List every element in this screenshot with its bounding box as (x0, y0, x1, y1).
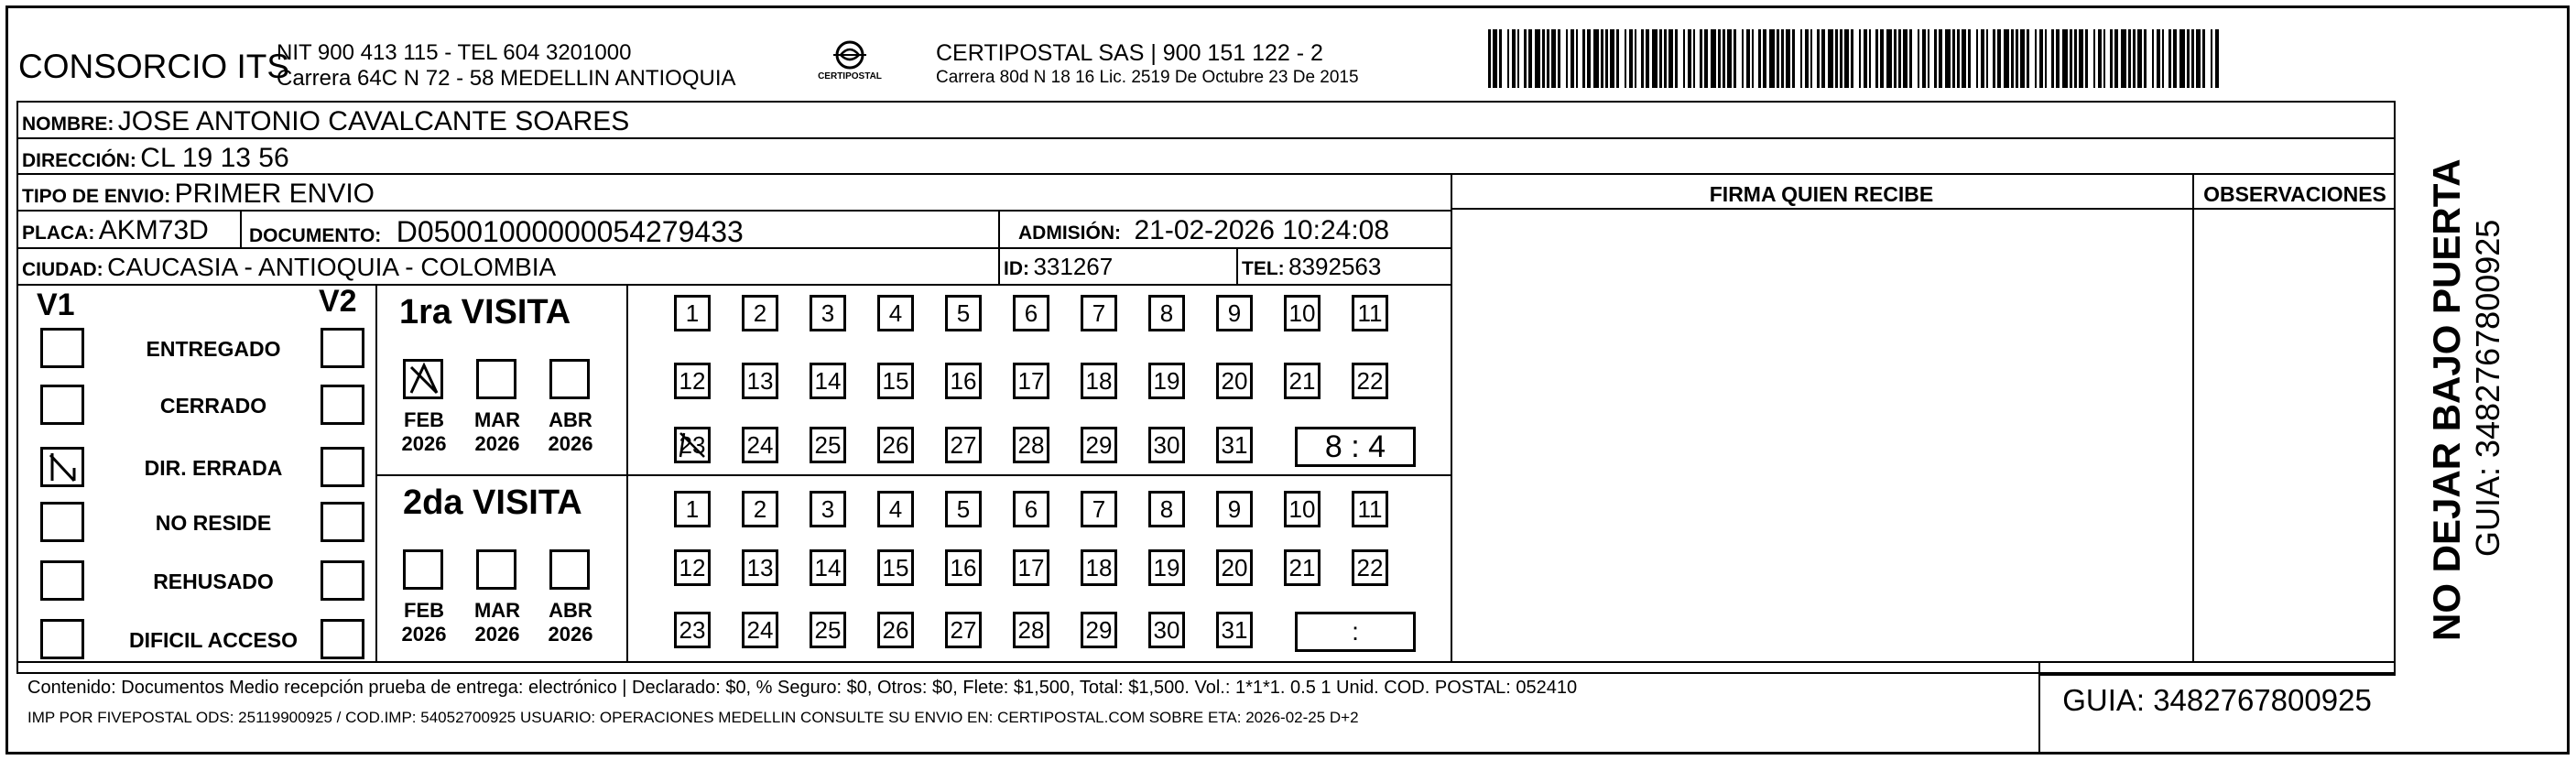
visit2-day-29[interactable]: 29 (1081, 612, 1117, 648)
visit2-time-box[interactable]: : (1295, 612, 1416, 652)
visit1-day-24[interactable]: 24 (742, 427, 778, 463)
visit1-day-19[interactable]: 19 (1148, 363, 1185, 399)
documento-value: D05001000000054279433 (396, 215, 744, 248)
barcode (1488, 29, 2223, 88)
direccion-label: DIRECCIÓN: (22, 150, 136, 171)
visit2-day-27[interactable]: 27 (945, 612, 982, 648)
visit1-day-25[interactable]: 25 (810, 427, 846, 463)
visit2-day-21[interactable]: 21 (1284, 549, 1321, 586)
company-address: Carrera 64C N 72 - 58 MEDELLIN ANTIOQUIA (277, 66, 736, 91)
visit1-day-9[interactable]: 9 (1216, 295, 1253, 331)
visit1-day-18[interactable]: 18 (1081, 363, 1117, 399)
ciudad-label: CIUDAD: (22, 259, 103, 280)
visit1-day-8[interactable]: 8 (1148, 295, 1185, 331)
visit2-day-18[interactable]: 18 (1081, 549, 1117, 586)
visit1-day-22[interactable]: 22 (1352, 363, 1388, 399)
visit2-day-8[interactable]: 8 (1148, 491, 1185, 527)
v1-checkbox-entregado[interactable] (40, 328, 84, 368)
visit2-day-14[interactable]: 14 (810, 549, 846, 586)
logo-text: CERTIPOSTAL (818, 71, 882, 81)
v2-checkbox-rehusado[interactable] (321, 560, 364, 601)
visit2-title: 2da VISITA (403, 483, 582, 522)
visit1-day-7[interactable]: 7 (1081, 295, 1117, 331)
visit2-day-1[interactable]: 1 (674, 491, 711, 527)
certipostal-line: CERTIPOSTAL SAS | 900 151 122 - 2 (936, 40, 1323, 66)
visit2-month-label-feb: FEB 2026 (401, 599, 447, 646)
v1-checkbox-rehusado[interactable] (40, 560, 84, 601)
visit1-month-label-mar: MAR 2026 (473, 408, 521, 455)
v2-header: V2 (319, 284, 357, 319)
visit1-day-26[interactable]: 26 (877, 427, 914, 463)
visit1-day-27[interactable]: 27 (945, 427, 982, 463)
visit2-day-15[interactable]: 15 (877, 549, 914, 586)
visit2-month-label-mar: MAR 2026 (473, 599, 521, 646)
visit2-day-23[interactable]: 23 (674, 612, 711, 648)
visit2-day-12[interactable]: 12 (674, 549, 711, 586)
visit2-day-28[interactable]: 28 (1013, 612, 1049, 648)
status-label-dificil-acceso: DIFICIL ACCESO (128, 628, 298, 652)
visit2-day-5[interactable]: 5 (945, 491, 982, 527)
visit1-time-box[interactable]: 8 : 4 (1295, 427, 1416, 467)
visit1-day-30[interactable]: 30 (1148, 427, 1185, 463)
v1-checkbox-dificil-acceso[interactable] (40, 619, 84, 659)
tel-value: 8392563 (1288, 253, 1382, 280)
imp-text: IMP POR FIVEPOSTAL ODS: 25119900925 / COD.IMP: 54052700925 USUARIO: OPERACIONES MEDELLIN CONSULTE SU ENVIO EN: CERTIPOSTAL.COM SOBRE ETA: 2026-02-25 D+2 (27, 709, 1359, 726)
v2-checkbox-dificil-acceso[interactable] (321, 619, 364, 659)
observaciones-header: OBSERVACIONES (2203, 182, 2386, 206)
visit2-day-7[interactable]: 7 (1081, 491, 1117, 527)
footer-guia: GUIA: 3482767800925 (2062, 683, 2372, 717)
placa-label: PLACA: (22, 223, 95, 244)
visit1-day-23[interactable]: 23 (674, 427, 711, 463)
documento-label: DOCUMENTO: (249, 225, 382, 246)
certipostal-logo-icon (806, 37, 894, 90)
visit1-month-label-abr: ABR 2026 (548, 408, 593, 455)
visit2-month-checkbox-feb[interactable] (403, 549, 443, 590)
visit2-day-19[interactable]: 19 (1148, 549, 1185, 586)
status-label-no-reside: NO RESIDE (155, 511, 272, 535)
v1-checkbox-dir-errada[interactable] (40, 447, 84, 487)
visit2-day-20[interactable]: 20 (1216, 549, 1253, 586)
visit1-day-10[interactable]: 10 (1284, 295, 1321, 331)
firma-header: FIRMA QUIEN RECIBE (1709, 182, 1934, 206)
v2-checkbox-dir-errada[interactable] (321, 447, 364, 487)
placa-value: AKM73D (98, 215, 209, 245)
visit1-day-21[interactable]: 21 (1284, 363, 1321, 399)
v1-header: V1 (37, 288, 75, 322)
visit1-month-checkbox-mar[interactable] (476, 359, 516, 399)
visit1-day-1[interactable]: 1 (674, 295, 711, 331)
visit1-day-14[interactable]: 14 (810, 363, 846, 399)
visit1-day-28[interactable]: 28 (1013, 427, 1049, 463)
visit2-day-31[interactable]: 31 (1216, 612, 1253, 648)
visit1-day-5[interactable]: 5 (945, 295, 982, 331)
id-label: ID: (1004, 258, 1029, 279)
visit2-day-2[interactable]: 2 (742, 491, 778, 527)
visit1-month-label-feb: FEB 2026 (401, 408, 447, 455)
visit1-day-31[interactable]: 31 (1216, 427, 1253, 463)
visit2-day-24[interactable]: 24 (742, 612, 778, 648)
v2-checkbox-cerrado[interactable] (321, 385, 364, 425)
v2-checkbox-no-reside[interactable] (321, 502, 364, 542)
tipo-value: PRIMER ENVIO (174, 179, 375, 209)
nombre-value: JOSE ANTONIO CAVALCANTE SOARES (117, 106, 630, 136)
visit1-month-checkbox-feb[interactable] (403, 359, 443, 399)
visit1-day-3[interactable]: 3 (810, 295, 846, 331)
visit2-month-checkbox-mar[interactable] (476, 549, 516, 590)
visit1-day-11[interactable]: 11 (1352, 295, 1388, 331)
visit1-day-29[interactable]: 29 (1081, 427, 1117, 463)
visit2-day-10[interactable]: 10 (1284, 491, 1321, 527)
no-dejar-text: NO DEJAR BAJO PUERTA (2425, 158, 2468, 641)
v1-checkbox-no-reside[interactable] (40, 502, 84, 542)
status-label-rehusado: REHUSADO (153, 570, 274, 593)
visit2-day-6[interactable]: 6 (1013, 491, 1049, 527)
v2-checkbox-entregado[interactable] (321, 328, 364, 368)
v1-checkbox-cerrado[interactable] (40, 385, 84, 425)
visit1-day-2[interactable]: 2 (742, 295, 778, 331)
status-label-dir-errada: DIR. ERRADA (144, 456, 283, 480)
nombre-label: NOMBRE: (22, 114, 114, 135)
visit2-day-26[interactable]: 26 (877, 612, 914, 648)
visit2-day-11[interactable]: 11 (1352, 491, 1388, 527)
nit-line: NIT 900 413 115 - TEL 604 3201000 (277, 40, 632, 65)
direccion-value: CL 19 13 56 (140, 143, 289, 173)
visit2-month-label-abr: ABR 2026 (548, 599, 593, 646)
status-label-cerrado: CERRADO (159, 394, 267, 418)
id-value: 331267 (1033, 253, 1114, 280)
admision-label: ADMISIÓN: (1018, 223, 1121, 244)
tipo-label: TIPO DE ENVIO: (22, 186, 171, 207)
visit2-day-3[interactable]: 3 (810, 491, 846, 527)
visit1-day-17[interactable]: 17 (1013, 363, 1049, 399)
tel-label: TEL: (1242, 258, 1285, 279)
visit2-day-4[interactable]: 4 (877, 491, 914, 527)
visit2-month-checkbox-abr[interactable] (549, 549, 590, 590)
visit2-day-25[interactable]: 25 (810, 612, 846, 648)
side-guia: GUIA: 3482767800925 (2469, 219, 2506, 557)
visit2-day-16[interactable]: 16 (945, 549, 982, 586)
certipostal-address: Carrera 80d N 18 16 Lic. 2519 De Octubre 23 De 2015 (936, 68, 1359, 87)
contenido-text: Contenido: Documentos Medio recepción prueba de entrega: electrónico | Declarado: $0, % Seguro: $0, Otros: $0, Flete: $1,500, Total: $1,500. Vol.: 1*1*1. 0.5 1 Unid. COD. POSTAL: 052410 (27, 678, 1578, 698)
admision-value: 21-02-2026 10:24:08 (1134, 215, 1390, 245)
visit2-day-30[interactable]: 30 (1148, 612, 1185, 648)
status-label-entregado: ENTREGADO (146, 337, 281, 361)
visit2-day-17[interactable]: 17 (1013, 549, 1049, 586)
visit2-day-9[interactable]: 9 (1216, 491, 1253, 527)
visit2-day-13[interactable]: 13 (742, 549, 778, 586)
visit1-day-6[interactable]: 6 (1013, 295, 1049, 331)
visit1-day-13[interactable]: 13 (742, 363, 778, 399)
visit1-day-15[interactable]: 15 (877, 363, 914, 399)
visit1-day-12[interactable]: 12 (674, 363, 711, 399)
visit1-day-20[interactable]: 20 (1216, 363, 1253, 399)
visit1-title: 1ra VISITA (399, 293, 571, 331)
visit1-month-checkbox-abr[interactable] (549, 359, 590, 399)
visit1-day-16[interactable]: 16 (945, 363, 982, 399)
visit1-day-4[interactable]: 4 (877, 295, 914, 331)
company-name: CONSORCIO ITS (18, 48, 290, 85)
visit2-day-22[interactable]: 22 (1352, 549, 1388, 586)
ciudad-value: CAUCASIA - ANTIOQUIA - COLOMBIA (107, 253, 557, 281)
